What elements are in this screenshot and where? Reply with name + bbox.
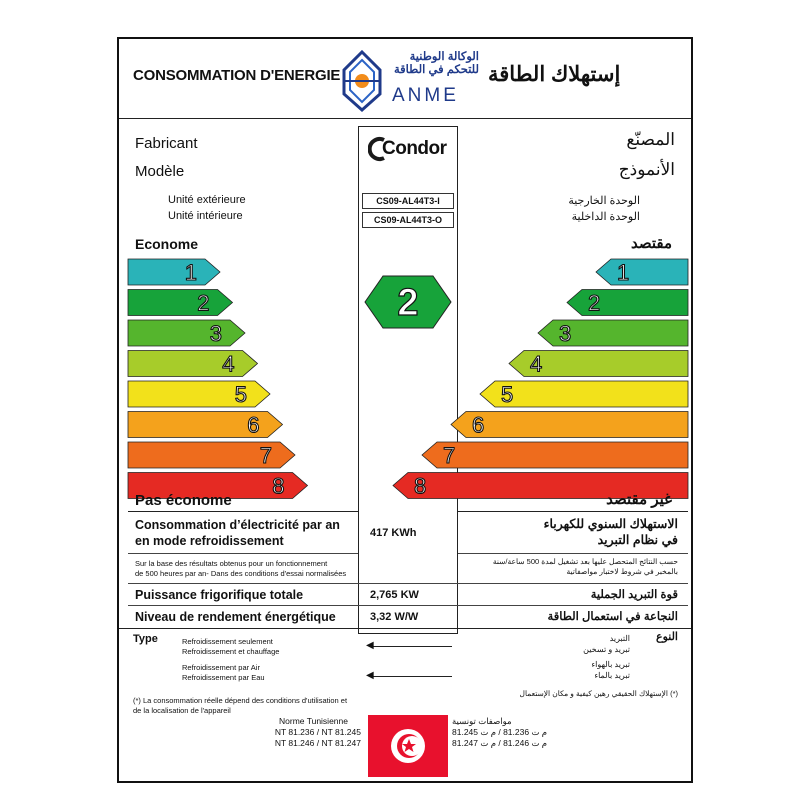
scale-bar-left-label-5: 5 xyxy=(234,382,247,407)
scale-bar-left-label-3: 3 xyxy=(209,321,222,346)
pas-econome-label: Pas économe xyxy=(135,492,232,509)
scale-bar-right-1 xyxy=(596,259,688,285)
puissance-divider xyxy=(128,605,688,606)
norme-ar-line2: م ت 81.246 / م ت 81.247 xyxy=(452,738,548,748)
norme-fr xyxy=(266,716,361,749)
puissance-label: Puissance frigorifique totale xyxy=(135,588,304,602)
brand-name: Condor xyxy=(382,138,447,159)
type-opt3: Refroidissement par Air xyxy=(182,663,260,672)
econome-label-ar: مقتصد xyxy=(630,235,672,252)
unite-ext-label-ar: الوحدة الخارجية xyxy=(568,195,640,207)
scale-bar-left-1 xyxy=(128,259,220,285)
conso-line2: en mode refroidissement xyxy=(135,534,284,548)
scale-bar-right-label-3: 3 xyxy=(559,321,572,346)
fabricant-label: Fabricant xyxy=(135,135,198,152)
type-opt1: Refroidissement seulement xyxy=(182,637,273,646)
niveau-divider xyxy=(119,628,691,629)
niveau-label-ar: النجاعة في استعمال الطاقة xyxy=(547,611,678,623)
conso-label xyxy=(135,517,340,549)
norme-fr-line2: NT 81.246 / NT 81.247 xyxy=(274,738,361,748)
note-line2: de 500 heures par an- Dans des conditions d'essai normalisées xyxy=(135,569,347,578)
norme-fr-title: Norme Tunisienne xyxy=(279,716,348,726)
type-opt-12 xyxy=(182,637,279,657)
agency-line2: للتحكم في الطاقة xyxy=(394,64,479,76)
arrow-left-icon: ◀ xyxy=(366,640,374,651)
scale-bar-right-2 xyxy=(567,290,688,316)
type-arrow-2 xyxy=(370,676,452,677)
scale-bar-right-label-2: 2 xyxy=(588,290,601,316)
scale-bar-left-label-1: 1 xyxy=(184,260,197,285)
unite-int-label-ar: الوحدة الداخلية xyxy=(571,211,640,223)
niveau-value: 3,32 W/W xyxy=(370,611,419,623)
norme-ar xyxy=(452,716,562,749)
norme-ar-line1: م ت 81.236 / م ت 81.245 xyxy=(452,727,548,737)
scale-bar-right-label-8: 8 xyxy=(414,473,427,499)
note-ar-line1: حسب النتائج المتحصل عليها بعد تشغيل لمدة 500 ساعة/سنة xyxy=(492,557,678,566)
conso-line1: Consommation d’électricité par an xyxy=(135,518,340,532)
conso-divider-right xyxy=(458,553,688,554)
scale-bar-left-label-6: 6 xyxy=(247,412,260,438)
puissance-label-ar: قوة التبريد الجملية xyxy=(590,589,678,601)
conso-ar-line1: الاستهلاك السنوي للكهرباء xyxy=(543,517,678,531)
agency-acronym: ANME xyxy=(392,85,459,106)
rating-value: 2 xyxy=(397,282,419,324)
scale-bar-left-label-2: 2 xyxy=(197,290,210,316)
note-ar-line2: بالمخبر في شروط لاختبار مواصفاتية xyxy=(566,567,678,576)
conso-label-ar xyxy=(500,516,678,548)
scale-bar-left-label-8: 8 xyxy=(272,473,285,499)
scale-bar-right-label-5: 5 xyxy=(501,382,514,407)
unite-ext-value: CS09-AL44T3-I xyxy=(362,193,454,209)
scale-bar-left-4 xyxy=(128,351,258,377)
type-label: Type xyxy=(133,633,158,645)
note-line1: Sur la base des résultats obtenus pour un fonctionnement xyxy=(135,559,328,568)
scale-bar-right-label-1: 1 xyxy=(617,260,630,285)
footer-note-line1: (*) La consommation réelle dépend des conditions d'utilisation et xyxy=(133,696,348,705)
type-opt2: Refroidissement et chauffage xyxy=(182,647,280,656)
footer-note-line2: de la localisation de l'appareil xyxy=(133,706,231,715)
title-ar: إستهلاك الطاقة xyxy=(488,63,621,86)
scale-bar-right-label-7: 7 xyxy=(443,443,456,468)
scale-bar-left-5 xyxy=(128,381,270,407)
unite-int-value: CS09-AL44T3-O xyxy=(362,212,454,228)
conso-ar-line2: في نظام التبريد xyxy=(597,533,678,547)
conso-divider-left xyxy=(128,553,358,554)
pas-econome-label-ar: غير مقتصد xyxy=(606,491,672,508)
scale-divider-left xyxy=(128,511,358,512)
puissance-value: 2,765 KW xyxy=(370,589,419,601)
scale-bar-right-6 xyxy=(451,412,688,438)
scale-bar-left-label-4: 4 xyxy=(222,351,235,377)
scale-bar-right-label-6: 6 xyxy=(472,412,485,438)
test-note-ar xyxy=(464,557,678,577)
unite-ext-label: Unité extérieure xyxy=(168,194,246,206)
type-opt-34 xyxy=(182,663,265,683)
type-opt1-ar: التبريد xyxy=(609,634,630,643)
title-fr: CONSOMMATION D'ENERGIE xyxy=(133,67,341,84)
conso-value: 417 KWh xyxy=(370,527,417,539)
scale-divider-right xyxy=(458,511,688,512)
tunisia-flag-icon xyxy=(368,715,448,777)
type-opt3-ar: تبريد بالهواء xyxy=(591,660,630,669)
footer-note-ar: (*) الإستهلاك الحقيقي رهين كيفية و مكان الإستعمال xyxy=(519,689,678,698)
note-divider xyxy=(128,583,688,584)
fabricant-label-ar: المصنّع xyxy=(626,130,675,149)
scale-bar-left-3 xyxy=(128,320,245,346)
type-opt-34-ar xyxy=(540,659,630,681)
scale-bar-right-label-4: 4 xyxy=(530,351,543,377)
unite-int-label: Unité intérieure xyxy=(168,210,243,222)
econome-label: Econome xyxy=(135,236,199,252)
scale-bar-right-7 xyxy=(422,442,688,468)
norme-ar-title: مواصفات تونسية xyxy=(452,716,512,726)
footer-note-fr xyxy=(133,696,347,716)
type-label-ar: النوع xyxy=(656,631,678,643)
modele-label: Modèle xyxy=(135,163,185,180)
norme-fr-line1: NT 81.236 / NT 81.245 xyxy=(274,727,361,737)
type-opt-12-ar xyxy=(540,633,630,655)
type-arrow-1 xyxy=(370,646,452,647)
type-opt4-ar: تبريد بالماء xyxy=(594,671,630,680)
niveau-label: Niveau de rendement énergétique xyxy=(135,610,336,624)
scale-bar-left-label-7: 7 xyxy=(259,443,272,468)
scale-bar-left-2 xyxy=(128,290,233,316)
test-note-fr xyxy=(135,559,346,579)
agency-line1: الوكالة الوطنية xyxy=(409,51,479,63)
type-opt2-ar: تبريد و تسخين xyxy=(583,645,630,654)
arrow-left-icon-2: ◀ xyxy=(366,670,374,681)
type-opt4: Refroidissement par Eau xyxy=(182,673,265,682)
modele-label-ar: الأنموذج xyxy=(618,160,675,179)
